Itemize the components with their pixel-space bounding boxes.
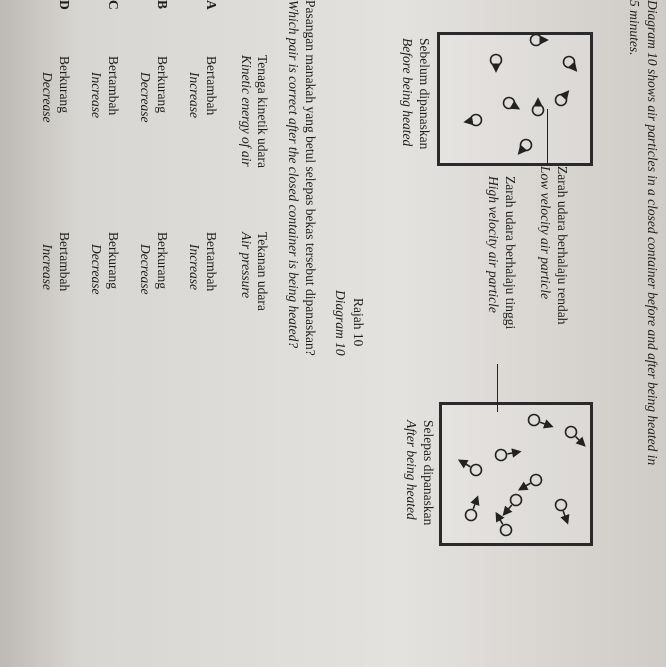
after-caption-ms: Selepas dipanaskan	[421, 420, 436, 526]
option-letter-d[interactable]: D	[57, 0, 72, 10]
particle-icon	[501, 525, 512, 536]
velocity-arrow-icon	[497, 514, 503, 524]
before-caption-en: Before being heated	[400, 38, 415, 147]
low-velocity-leader-line	[547, 109, 548, 164]
particle-icon	[471, 115, 482, 126]
option-b-col2-ms: Berkurang	[155, 232, 170, 289]
velocity-arrow-icon	[473, 498, 477, 509]
question-intro-line-2: 5 minutes.	[627, 0, 642, 56]
before-caption-ms: Sebelum dipanaskan	[417, 38, 432, 150]
option-a-col1-en: Increase	[187, 72, 202, 118]
col2-header-ms: Tekanan udara	[255, 232, 270, 311]
after-caption-en: After being heated	[404, 420, 419, 520]
particle-icon	[556, 95, 567, 106]
exam-page	[40, 0, 666, 667]
option-c-col2-en: Decrease	[89, 244, 104, 295]
option-letter-b[interactable]: B	[155, 0, 170, 10]
velocity-arrow-icon	[466, 121, 470, 122]
particle-icon	[521, 140, 532, 151]
particle-icon	[531, 475, 542, 486]
velocity-arrow-icon	[520, 483, 530, 489]
particle-icon	[496, 450, 507, 461]
col2-header-en: Air pressure	[239, 232, 254, 299]
particle-icon	[466, 510, 477, 521]
option-a-col2-en: Increase	[187, 244, 202, 290]
option-d-col2-ms: Bertambah	[57, 232, 72, 292]
col1-header-en: Kinetic energy of air	[239, 55, 254, 167]
col1-header-ms: Tenaga kinetik udara	[255, 55, 270, 169]
velocity-arrow-icon	[515, 106, 518, 108]
figure-number-en: Diagram 10	[333, 290, 348, 356]
before-particles	[466, 35, 576, 154]
option-a-col2-ms: Bertambah	[204, 232, 219, 292]
particle-icon	[564, 57, 575, 68]
figure-number-ms: Rajah 10	[351, 298, 366, 347]
prompt-ms: Pasangan manakah yang betul selepas bekas tersebut dipanaskan?	[303, 0, 318, 356]
high-velocity-leader-line	[497, 364, 498, 412]
velocity-arrow-icon	[540, 422, 551, 426]
option-a-col1-ms: Bertambah	[204, 56, 219, 116]
particle-icon	[556, 500, 567, 511]
option-d-col1-ms: Berkurang	[57, 56, 72, 113]
option-letter-a[interactable]: A	[204, 0, 219, 10]
prompt-en: Which pair is correct after the closed container is being heated?	[286, 0, 301, 349]
option-b-col1-en: Decrease	[138, 72, 153, 123]
option-letter-c[interactable]: C	[106, 0, 121, 10]
high-velocity-label-en: High velocity air particle	[486, 176, 501, 313]
after-particles	[460, 415, 584, 536]
particle-icon	[566, 427, 577, 438]
velocity-arrow-icon	[504, 505, 512, 514]
particle-icon	[529, 415, 540, 426]
option-b-col1-ms: Berkurang	[155, 56, 170, 113]
velocity-arrow-icon	[507, 452, 519, 454]
option-d-col2-en: Increase	[40, 244, 55, 290]
velocity-arrow-icon	[519, 150, 522, 153]
high-velocity-label-ms: Zarah udara berhalaju tinggi	[503, 176, 518, 330]
question-intro-line-1: Diagram 10 shows air particles in a closed container before and after being heated in	[645, 0, 660, 466]
particle-icon	[491, 55, 502, 66]
option-c-col2-ms: Berkurang	[106, 232, 121, 289]
low-velocity-label-en: Low velocity air particle	[538, 166, 553, 300]
particle-icon	[511, 495, 522, 506]
velocity-arrow-icon	[565, 92, 568, 95]
particle-icon	[504, 98, 515, 109]
velocity-arrow-icon	[576, 437, 584, 445]
particle-icon	[471, 465, 482, 476]
low-velocity-label-ms: Zarah udara berhalaju rendah	[555, 166, 570, 325]
particle-icon	[531, 35, 542, 46]
velocity-arrow-icon	[573, 67, 576, 70]
velocity-arrow-icon	[563, 511, 567, 522]
velocity-arrow-icon	[460, 461, 470, 467]
particle-icon	[533, 105, 544, 116]
option-d-col1-en: Decrease	[40, 72, 55, 123]
option-c-col1-en: Increase	[89, 72, 104, 118]
option-b-col2-en: Decrease	[138, 244, 153, 295]
option-c-col1-ms: Bertambah	[106, 56, 121, 116]
